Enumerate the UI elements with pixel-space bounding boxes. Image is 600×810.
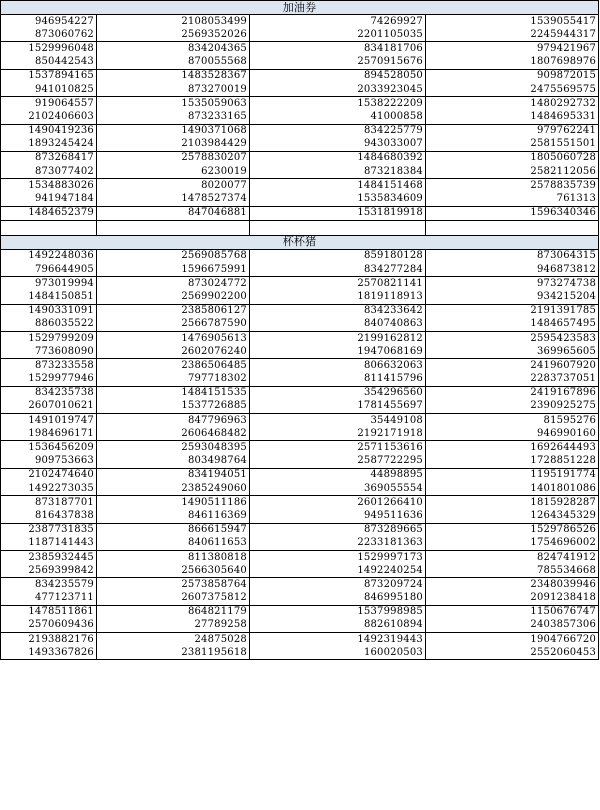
table-row <box>1 509 599 523</box>
table-cell[interactable]: 41000858 <box>250 110 426 124</box>
table-row <box>1 523 599 537</box>
table-cell[interactable]: 1484150851 <box>1 290 97 304</box>
table-cell[interactable]: 1476905613 <box>97 331 250 345</box>
table-cell[interactable]: 2283737051 <box>426 373 599 387</box>
table-cell[interactable]: 816437838 <box>1 509 97 523</box>
table-cell[interactable]: 2475569575 <box>426 83 599 97</box>
table-cell[interactable]: 973274738 <box>426 277 599 291</box>
table-cell[interactable]: 850442543 <box>1 56 97 70</box>
table-cell[interactable]: 1754696002 <box>426 537 599 551</box>
empty-cell[interactable] <box>1 220 97 235</box>
table-cell[interactable]: 2570915676 <box>250 56 426 70</box>
table-cell[interactable]: 2570609436 <box>1 619 97 633</box>
table-cell[interactable]: 2419167896 <box>426 386 599 400</box>
table-cell[interactable]: 785534668 <box>426 564 599 578</box>
table-row <box>1 455 599 469</box>
table-cell[interactable]: 1490511186 <box>97 496 250 510</box>
table-row <box>1 290 599 304</box>
table-cell[interactable]: 1195191774 <box>426 468 599 482</box>
table-cell[interactable]: 824741912 <box>426 550 599 564</box>
table-cell[interactable]: 2570821141 <box>250 277 426 291</box>
table-cell[interactable]: 834235579 <box>1 578 97 592</box>
table-cell[interactable]: 1537726885 <box>97 400 250 414</box>
table-row <box>1 277 599 291</box>
table-cell[interactable]: 6230019 <box>97 165 250 179</box>
table-cell[interactable]: 846116369 <box>97 509 250 523</box>
table-cell[interactable]: 1492248036 <box>1 249 97 263</box>
table-cell[interactable]: 1491019747 <box>1 414 97 428</box>
table-cell[interactable]: 2571153616 <box>250 441 426 455</box>
table-row <box>1 69 599 83</box>
empty-row <box>1 220 599 235</box>
table-cell[interactable]: 1529997173 <box>250 550 426 564</box>
table-row <box>1 564 599 578</box>
table-cell[interactable]: 873187701 <box>1 496 97 510</box>
table-cell[interactable]: 873233165 <box>97 110 250 124</box>
table-cell[interactable]: 1484695331 <box>426 110 599 124</box>
table-cell[interactable]: 81595276 <box>426 414 599 428</box>
table-cell[interactable]: 1529996048 <box>1 42 97 56</box>
table-cell[interactable]: 2103984429 <box>97 138 250 152</box>
table-cell[interactable]: 2193882176 <box>1 633 97 647</box>
table-cell[interactable]: 2390925275 <box>426 400 599 414</box>
table-cell[interactable]: 1537998985 <box>250 605 426 619</box>
table-row <box>1 28 599 42</box>
table-cell[interactable]: 2348039946 <box>426 578 599 592</box>
table-row <box>1 482 599 496</box>
table-cell[interactable]: 946873812 <box>426 263 599 277</box>
table-cell[interactable]: 873209724 <box>250 578 426 592</box>
table-row <box>1 386 599 400</box>
table-cell[interactable]: 834277284 <box>250 263 426 277</box>
table-cell[interactable]: 873060762 <box>1 28 97 42</box>
table-cell[interactable]: 1819118913 <box>250 290 426 304</box>
table-cell[interactable]: 2578835739 <box>426 179 599 193</box>
table-cell[interactable]: 2587722295 <box>250 455 426 469</box>
table-cell[interactable]: 2386506485 <box>97 359 250 373</box>
table-row <box>1 138 599 152</box>
table-cell[interactable]: 477123711 <box>1 592 97 606</box>
table-row <box>1 42 599 56</box>
table-row <box>1 318 599 332</box>
table-cell[interactable]: 873270019 <box>97 83 250 97</box>
table-cell[interactable]: 1150676747 <box>426 605 599 619</box>
table-body <box>1 1 599 660</box>
table-row <box>1 124 599 138</box>
table-cell[interactable]: 1947068169 <box>250 345 426 359</box>
table-cell[interactable]: 943033007 <box>250 138 426 152</box>
table-row <box>1 537 599 551</box>
table-cell[interactable]: 2385932445 <box>1 550 97 564</box>
table-cell[interactable]: 2192171918 <box>250 427 426 441</box>
table-cell[interactable]: 840611653 <box>97 537 250 551</box>
table-cell[interactable]: 946954227 <box>1 15 97 29</box>
table-cell[interactable]: 834233642 <box>250 304 426 318</box>
table-cell[interactable]: 2387731835 <box>1 523 97 537</box>
table-cell[interactable]: 2385249060 <box>97 482 250 496</box>
table-cell[interactable]: 1483528367 <box>97 69 250 83</box>
table-cell[interactable]: 2033923045 <box>250 83 426 97</box>
table-cell[interactable]: 44898895 <box>250 468 426 482</box>
table-cell[interactable]: 1187141443 <box>1 537 97 551</box>
table-cell[interactable]: 74269927 <box>250 15 426 29</box>
table-cell[interactable]: 1478511861 <box>1 605 97 619</box>
table-cell[interactable]: 846995180 <box>250 592 426 606</box>
table-cell[interactable]: 1490331091 <box>1 304 97 318</box>
table-row <box>1 151 599 165</box>
table-cell[interactable]: 873289665 <box>250 523 426 537</box>
table-cell[interactable]: 27789258 <box>97 619 250 633</box>
table-cell[interactable]: 2091238418 <box>426 592 599 606</box>
table-cell[interactable]: 8020077 <box>97 179 250 193</box>
table-cell[interactable]: 2569399842 <box>1 564 97 578</box>
table-cell[interactable]: 2607010621 <box>1 400 97 414</box>
table-row <box>1 56 599 70</box>
table-cell[interactable]: 886035522 <box>1 318 97 332</box>
table-cell[interactable]: 834204365 <box>97 42 250 56</box>
table-cell[interactable]: 1478527374 <box>97 192 250 206</box>
table-row <box>1 331 599 345</box>
table-row <box>1 83 599 97</box>
table-cell[interactable]: 2569085768 <box>97 249 250 263</box>
table-cell[interactable]: 1493367826 <box>1 646 97 660</box>
table-cell[interactable]: 946990160 <box>426 427 599 441</box>
table-cell[interactable]: 773608090 <box>1 345 97 359</box>
table-cell[interactable]: 2403857306 <box>426 619 599 633</box>
table-cell[interactable]: 1692644493 <box>426 441 599 455</box>
table-cell[interactable]: 1490371068 <box>97 124 250 138</box>
table-cell[interactable]: 806632063 <box>250 359 426 373</box>
table-row <box>1 206 599 220</box>
table-row <box>1 165 599 179</box>
table-cell[interactable]: 2233181363 <box>250 537 426 551</box>
table-cell[interactable]: 1535834609 <box>250 192 426 206</box>
table-row <box>1 619 599 633</box>
table-cell[interactable]: 949511636 <box>250 509 426 523</box>
table-row <box>1 97 599 111</box>
table-row <box>1 345 599 359</box>
table-cell[interactable]: 1529799209 <box>1 331 97 345</box>
table-cell[interactable]: 2102406603 <box>1 110 97 124</box>
table-cell[interactable]: 1596340346 <box>426 206 599 220</box>
table-cell[interactable]: 882610894 <box>250 619 426 633</box>
table-cell[interactable]: 1984696171 <box>1 427 97 441</box>
table-cell[interactable]: 354296560 <box>250 386 426 400</box>
table-cell[interactable]: 1484657495 <box>426 318 599 332</box>
table-cell[interactable]: 1536456209 <box>1 441 97 455</box>
section-title-row <box>1 235 599 249</box>
table-cell[interactable]: 894528050 <box>250 69 426 83</box>
table-row <box>1 15 599 29</box>
table-row <box>1 468 599 482</box>
table-cell[interactable]: 866615947 <box>97 523 250 537</box>
table-row <box>1 414 599 428</box>
table-row <box>1 179 599 193</box>
table-cell[interactable]: 1535059063 <box>97 97 250 111</box>
table-cell[interactable]: 873268417 <box>1 151 97 165</box>
table-cell[interactable]: 873077402 <box>1 165 97 179</box>
table-row <box>1 192 599 206</box>
table-cell[interactable]: 1401801086 <box>426 482 599 496</box>
table-cell[interactable]: 797718302 <box>97 373 250 387</box>
table-cell[interactable]: 847046881 <box>97 206 250 220</box>
table-row <box>1 441 599 455</box>
table-cell[interactable]: 973019994 <box>1 277 97 291</box>
table-row <box>1 373 599 387</box>
table-row <box>1 633 599 647</box>
table-row <box>1 359 599 373</box>
table-row <box>1 249 599 263</box>
table-cell[interactable]: 979762241 <box>426 124 599 138</box>
table-cell[interactable]: 2606468482 <box>97 427 250 441</box>
table-cell[interactable]: 1534883026 <box>1 179 97 193</box>
table-cell[interactable]: 847796963 <box>97 414 250 428</box>
table-cell[interactable]: 840740863 <box>250 318 426 332</box>
table-cell[interactable]: 2108053499 <box>97 15 250 29</box>
table-cell[interactable]: 2566787590 <box>97 318 250 332</box>
table-cell[interactable]: 1264345329 <box>426 509 599 523</box>
table-cell[interactable]: 834194051 <box>97 468 250 482</box>
table-cell[interactable]: 1484151468 <box>250 179 426 193</box>
table-cell[interactable]: 2581551501 <box>426 138 599 152</box>
empty-cell[interactable] <box>97 220 250 235</box>
table-cell[interactable]: 2201105035 <box>250 28 426 42</box>
table-row <box>1 304 599 318</box>
empty-cell[interactable] <box>426 220 599 235</box>
table-cell[interactable]: 2199162812 <box>250 331 426 345</box>
table-cell[interactable]: 1537894165 <box>1 69 97 83</box>
table-row <box>1 550 599 564</box>
table-row <box>1 592 599 606</box>
table-cell[interactable]: 1805060728 <box>426 151 599 165</box>
table-cell[interactable]: 369055554 <box>250 482 426 496</box>
table-cell[interactable]: 873024772 <box>97 277 250 291</box>
table-cell[interactable]: 1484680392 <box>250 151 426 165</box>
table-cell[interactable]: 796644905 <box>1 263 97 277</box>
table-cell[interactable]: 1492240254 <box>250 564 426 578</box>
table-cell[interactable]: 834235738 <box>1 386 97 400</box>
table-cell[interactable]: 761313 <box>426 192 599 206</box>
table-cell[interactable]: 909753663 <box>1 455 97 469</box>
table-cell[interactable]: 1815928287 <box>426 496 599 510</box>
table-cell[interactable]: 1893245424 <box>1 138 97 152</box>
table-cell[interactable]: 2578830207 <box>97 151 250 165</box>
table-cell[interactable]: 2191391785 <box>426 304 599 318</box>
section-title[interactable]: 加油券 <box>1 1 599 15</box>
table-cell[interactable]: 35449108 <box>250 414 426 428</box>
table-cell[interactable]: 1529977946 <box>1 373 97 387</box>
table-cell[interactable]: 1480292732 <box>426 97 599 111</box>
table-cell[interactable]: 934215204 <box>426 290 599 304</box>
table-row <box>1 646 599 660</box>
table-cell[interactable]: 2593048395 <box>97 441 250 455</box>
table-row <box>1 427 599 441</box>
table-cell[interactable]: 1807698976 <box>426 56 599 70</box>
table-cell[interactable]: 2102474640 <box>1 468 97 482</box>
table-cell[interactable]: 160020503 <box>250 646 426 660</box>
table-cell[interactable]: 834181706 <box>250 42 426 56</box>
table-cell[interactable]: 2582112056 <box>426 165 599 179</box>
table-row <box>1 110 599 124</box>
table-cell[interactable]: 2419607920 <box>426 359 599 373</box>
table-cell[interactable]: 2566305640 <box>97 564 250 578</box>
table-cell[interactable]: 2569902200 <box>97 290 250 304</box>
table-cell[interactable]: 1781455697 <box>250 400 426 414</box>
table-row <box>1 605 599 619</box>
table-row <box>1 496 599 510</box>
table-row <box>1 263 599 277</box>
table-cell[interactable]: 2602076240 <box>97 345 250 359</box>
table-cell[interactable]: 24875028 <box>97 633 250 647</box>
table-cell[interactable]: 1531819918 <box>250 206 426 220</box>
table-cell[interactable]: 1484151535 <box>97 386 250 400</box>
table-cell[interactable]: 909872015 <box>426 69 599 83</box>
table-cell[interactable]: 2569352026 <box>97 28 250 42</box>
table-cell[interactable]: 2552060453 <box>426 646 599 660</box>
table-cell[interactable]: 859180128 <box>250 249 426 263</box>
table-cell[interactable]: 1484652379 <box>1 206 97 220</box>
table-cell[interactable]: 1728851228 <box>426 455 599 469</box>
table-cell[interactable]: 2381195618 <box>97 646 250 660</box>
table-cell[interactable]: 369965605 <box>426 345 599 359</box>
table-cell[interactable]: 1492273035 <box>1 482 97 496</box>
table-cell[interactable]: 2601266410 <box>250 496 426 510</box>
table-cell[interactable]: 873064315 <box>426 249 599 263</box>
section-title[interactable]: 杯杯猪 <box>1 235 599 249</box>
section-title-row <box>1 1 599 15</box>
table-cell[interactable]: 2385806127 <box>97 304 250 318</box>
table-cell[interactable]: 1490419236 <box>1 124 97 138</box>
table-cell[interactable]: 1904766720 <box>426 633 599 647</box>
table-cell[interactable]: 864821179 <box>97 605 250 619</box>
table-cell[interactable]: 811380818 <box>97 550 250 564</box>
table-cell[interactable]: 979421967 <box>426 42 599 56</box>
table-cell[interactable]: 919064557 <box>1 97 97 111</box>
table-cell[interactable]: 1492319443 <box>250 633 426 647</box>
table-cell[interactable]: 941947184 <box>1 192 97 206</box>
empty-cell[interactable] <box>250 220 426 235</box>
table-cell[interactable]: 873218384 <box>250 165 426 179</box>
table-cell[interactable]: 2607375812 <box>97 592 250 606</box>
table-cell[interactable]: 1539055417 <box>426 15 599 29</box>
table-row <box>1 400 599 414</box>
table-cell[interactable]: 873233558 <box>1 359 97 373</box>
table-cell[interactable]: 2595423583 <box>426 331 599 345</box>
table-cell[interactable]: 811415796 <box>250 373 426 387</box>
table-cell[interactable]: 803498764 <box>97 455 250 469</box>
table-cell[interactable]: 2245944317 <box>426 28 599 42</box>
table-cell[interactable]: 2573858764 <box>97 578 250 592</box>
table-cell[interactable]: 870055568 <box>97 56 250 70</box>
table-cell[interactable]: 1596675991 <box>97 263 250 277</box>
table-cell[interactable]: 1529786526 <box>426 523 599 537</box>
table-cell[interactable]: 1538222209 <box>250 97 426 111</box>
table-cell[interactable]: 834225779 <box>250 124 426 138</box>
table-cell[interactable]: 941010825 <box>1 83 97 97</box>
table-row <box>1 578 599 592</box>
